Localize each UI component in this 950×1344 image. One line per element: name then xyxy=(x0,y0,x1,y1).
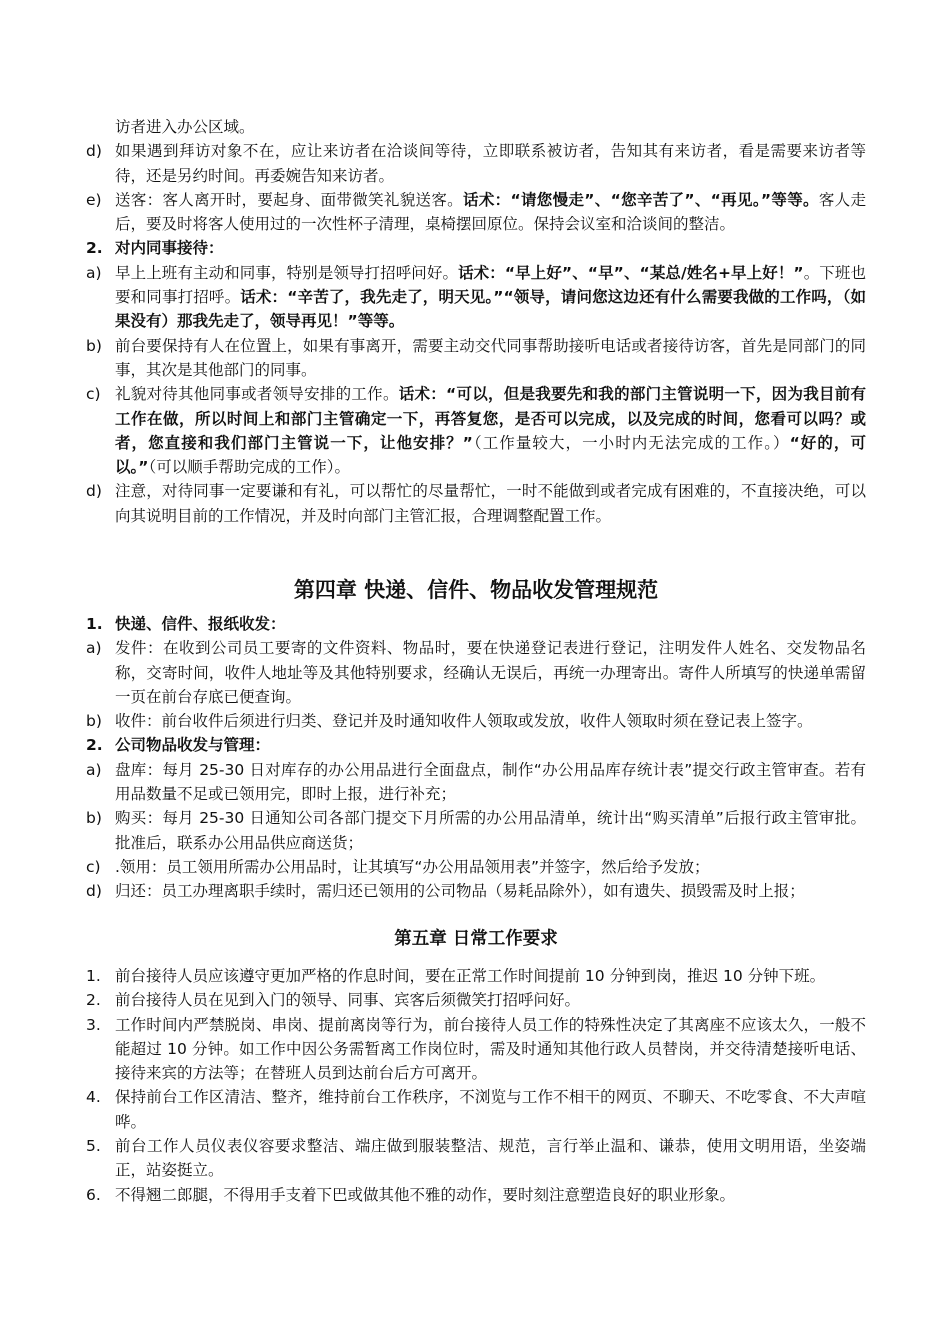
section-heading-supplies: 2. 公司物品收发与管理： xyxy=(86,736,271,755)
list-item-b: b) 收件：前台收件后须进行归类、登记并及时通知收件人领取或发放，收件人领取时须在登记表上签字。 xyxy=(86,712,813,731)
continuation-text: 访者进入办公区域。 xyxy=(115,118,255,136)
chapter-5 xyxy=(86,924,866,1207)
section-visitor-continued xyxy=(86,115,866,528)
list-item-d: d) 注意，对待同事一定要谦和有礼，可以帮忙的尽量帮忙，一时不能做到或者完成有困难的，不直接决绝，可以向其说明目前的工作情况，并及时向部门主管汇报，合理调整配置工作。 xyxy=(86,482,866,525)
chapter-title: 第四章 快递、信件、物品收发管理规范 xyxy=(293,578,659,602)
list-item-5: 5. 前台工作人员仪表仪容要求整洁、端庄做到服装整洁、规范，言行举止温和、谦恭，使用文明用语，坐姿端正，站姿挺立。 xyxy=(86,1137,866,1180)
list-item-e: e) 送客：客人离开时，要起身、面带微笑礼貌送客。话术：“请您慢走”、“您辛苦了”、“再见。”等等。客人走后，要及时将客人使用过的一次性杯子清理，桌椅摆回原位。保持会议室和洽谈间的整洁。 xyxy=(86,190,866,234)
list-item-6: 6. 不得翘二郎腿，不得用手支着下巴或做其他不雅的动作，要时刻注意塑造良好的职业形象。 xyxy=(86,1185,736,1204)
section-heading-express: 1. 快递、信件、报纸收发： xyxy=(86,615,286,633)
list-item-c: c) .领用：员工领用所需办公用品时，让其填写“办公用品领用表”并签字，然后给予发放； xyxy=(86,857,710,876)
list-item-b: b) 前台要保持有人在位置上，如果有事离开，需要主动交代同事帮助接听电话或者接待访客，首先是同部门的同事，其次是其他部门的同事。 xyxy=(86,336,866,379)
chapter-4 xyxy=(86,574,866,904)
list-item-1: 1. 前台接待人员应该遵守更加严格的作息时间，要在正常工作时间提前 10 分钟到岗，推迟 10 分钟下班。 xyxy=(86,967,826,985)
list-item-a: a) 早上上班有主动和同事，特别是领导打招呼问好。话术：“早上好”、“早”、“某总/姓名+早上好！”。下班也要和同事打招呼。话术：“辛苦了，我先走了，明天见。”“领导，请问您这边还有什么需要我做的工作吗，（如果没有）那我先走了，领导再见！”等等。 xyxy=(86,263,866,331)
list-item-a: a) 盘库：每月 25-30 日对库存的办公用品进行全面盘点，制作“办公用品库存统计表”提交行政主管审查。若有用品数量不足或已领用完，即时上报，进行补充； xyxy=(86,760,866,804)
list-item-2: 2. 前台接待人员在见到入门的领导、同事、宾客后须微笑打招呼问好。 xyxy=(86,991,581,1010)
section-heading-internal: 2. 对内同事接待： xyxy=(86,239,224,258)
list-item-3: 3. 工作时间内严禁脱岗、串岗、提前离岗等行为，前台接待人员工作的特殊性决定了其离座不应该太久，一般不能超过 10 分钟。如工作中因公务需暂离工作岗位时，需及时通知其他行政人员替岗，并交待清楚接听电话、接待来宾的方法等；在替班人员到达前台后方可离开。 xyxy=(86,1015,866,1083)
list-item-b: b) 购买：每月 25-30 日通知公司各部门提交下月所需的办公用品清单，统计出“购买清单”后报行政主管审批。批准后，联系办公用品供应商送货； xyxy=(86,809,866,852)
list-item-d: d) 如果遇到拜访对象不在，应让来访者在洽谈间等待，立即联系被访者，告知其有来访者，看是需要来访者等待，还是另约时间。再委婉告知来访者。 xyxy=(86,142,866,185)
list-item-a: a) 发件：在收到公司员工要寄的文件资料、物品时，要在快递登记表进行登记，注明发件人姓名、交发物品名称，交寄时间，收件人地址等及其他特别要求，经确认无误后，再统一办理寄出。寄件人所填写的快递单需留一页在前台存底已便查询。 xyxy=(86,639,866,706)
list-item-4: 4. 保持前台工作区清洁、整齐，维持前台工作秩序，不浏览与工作不相干的网页、不聊天、不吃零食、不大声喧哗。 xyxy=(86,1088,866,1131)
chapter-title: 第五章 日常工作要求 xyxy=(394,929,558,949)
list-item-d: d) 归还：员工办理离职手续时，需归还已领用的公司物品（易耗品除外），如有遗失、损毁需及时上报； xyxy=(86,882,805,901)
list-item-c: c) 礼貌对待其他同事或者领导安排的工作。话术：“可以，但是我要先和我的部门主管说明一下，因为我目前有工作在做，所以时间上和部门主管确定一下，再答复您，是否可以完成，以及完成的时间，您看可以吗？或者，您直接和我们部门主管说一下，让他安排？”（工作量较大，一小时内无法完成的工作。）“好的，可以。”（可以顺手帮助完成的工作）。 xyxy=(86,385,866,477)
